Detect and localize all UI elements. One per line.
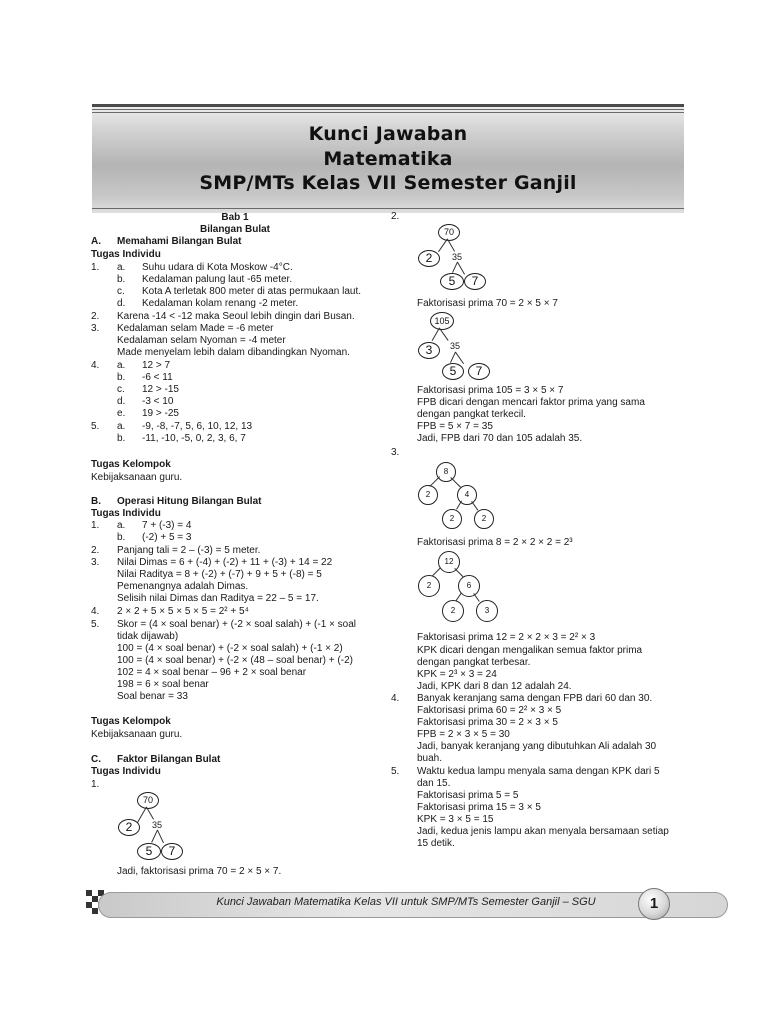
tree-node: 2 [474,509,494,529]
answer-line: Jadi, banyak keranjang yang dibutuhkan Ali adalah 30 [417,741,657,752]
item-number: 4. [91,606,100,617]
answer-line: (-2) + 5 = 3 [142,532,192,543]
answer-line: Kedalaman selam Made = -6 meter [117,323,274,334]
tree-node: 7 [161,843,183,860]
answer-line: FPB = 5 × 7 = 35 [417,421,493,432]
section-c-title: Faktor Bilangan Bulat [117,754,221,765]
item-number: 1. [91,779,100,790]
item-number: 4. [391,693,400,704]
item-number: 2. [91,311,100,322]
answer-line: Faktorisasi prima 60 = 2² × 3 × 5 [417,705,562,716]
tree-node: 8 [436,462,456,482]
answer-line: Jadi, FPB dari 70 dan 105 adalah 35. [417,433,583,444]
tree-node: 5 [440,273,464,290]
tree-node: 2 [442,600,464,622]
section-c-letter: C. [91,754,101,765]
section-b-title: Operasi Hitung Bilangan Bulat [117,496,262,507]
tree-node: 12 [438,551,460,573]
tree-node: 105 [430,312,454,330]
answer-line: Kota A terletak 800 meter di atas permukaan laut. [142,286,362,297]
page-footer [86,884,678,924]
sub-letter: b. [117,532,126,543]
item-number: 3. [391,447,400,458]
subheading: Tugas Individu [91,249,161,260]
answer-line: 19 > -25 [142,408,179,419]
answer-line: Waktu kedua lampu menyala sama dengan KPK dari 5 [417,766,660,777]
sub-letter: c. [117,286,125,297]
sub-letter: a. [117,421,126,432]
tree-node: 7 [468,363,490,380]
footer-text: Kunci Jawaban Matematika Kelas VII untuk SMP/MTs Semester Ganjil – SGU [216,896,596,908]
tree-node: 5 [442,363,464,380]
sub-letter: a. [117,520,126,531]
answer-line: Kedalaman kolam renang -2 meter. [142,298,299,309]
factor-tree-70 [110,790,190,862]
answer-line: KPK = 3 × 5 = 15 [417,814,494,825]
answer-line: Karena -14 < -12 maka Seoul lebih dingin dari Busan. [117,311,355,322]
chapter-title: Bilangan Bulat [199,224,270,235]
answer-line: 100 = (4 × soal benar) + (-2 × (48 – soal benar) + (-2) [117,655,353,666]
chapter-label: Bab 1 [221,212,249,223]
answer-line: 2 × 2 + 5 × 5 × 5 × 5 = 2² + 5⁴ [117,606,249,617]
answer-line: 12 > 7 [142,360,171,371]
factor-tree-105 [412,310,502,382]
answer-line: Suhu udara di Kota Moskow -4°C. [142,262,293,273]
sub-letter: b. [117,274,126,285]
answer-line: FPB dicari dengan mencari faktor prima yang sama [417,397,645,408]
tree-node: 5 [137,843,161,860]
answer-line: -11, -10, -5, 0, 2, 3, 6, 7 [142,433,246,444]
factor-tree-12 [412,548,502,624]
item-number: 1. [91,520,100,531]
answer-line: Panjang tali = 2 – (-3) = 5 meter. [117,545,261,556]
tree-node: 6 [458,575,480,597]
tree-node: 3 [418,342,440,359]
answer-line: Faktorisasi prima 15 = 3 × 5 [417,802,541,813]
tree-node: 70 [137,792,159,809]
answer-line: KPK = 2³ × 3 = 24 [417,669,497,680]
item-number: 2. [91,545,100,556]
answer-line: 12 > -15 [142,384,179,395]
answer-line: 7 + (-3) = 4 [142,520,192,531]
subheading: Tugas Kelompok [91,716,171,727]
doc-title-line3: SMP/MTs Kelas VII Semester Ganjil [199,172,577,194]
sub-letter: a. [117,262,126,273]
page-number: 1 [638,888,670,920]
answer-line: Banyak keranjang sama dengan FPB dari 60 dan 30. [417,693,653,704]
tree-node: 2 [418,485,438,505]
answer-line: Faktorisasi prima 12 = 2 × 2 × 3 = 2² × 3 [417,632,596,643]
answer-line: Nilai Dimas = 6 + (-4) + (-2) + 11 + (-3) + 14 = 22 [117,557,333,568]
tree-node: 2 [442,509,462,529]
answer-line: -6 < 11 [142,372,173,383]
answer-line: Jadi, kedua jenis lampu akan menyala bersamaan setiap [417,826,669,837]
subheading: Tugas Individu [91,508,161,519]
factor-tree-8 [412,458,502,530]
sub-letter: b. [117,433,126,444]
tree-node: 2 [118,819,140,836]
sub-letter: b. [117,372,126,383]
answer-line: Skor = (4 × soal benar) + (-2 × soal salah) + (-1 × soal [117,619,357,630]
subheading: Tugas Individu [91,766,161,777]
answer-line: dengan pangkat terbesar. [417,657,531,668]
answer-line: dengan pangkat terkecil. [417,409,526,420]
item-number: 5. [391,766,400,777]
item-number: 3. [91,323,100,334]
answer-line: Nilai Raditya = 8 + (-2) + (-7) + 9 + 5 + (-8) = 5 [117,569,322,580]
sub-letter: d. [117,298,126,309]
section-a-title: Memahami Bilangan Bulat [117,236,242,247]
tree-node: 35 [450,341,461,351]
tree-node: 7 [464,273,486,290]
tree-node: 4 [457,485,477,505]
subheading: Tugas Kelompok [91,459,171,470]
answer-line: Selisih nilai Dimas dan Raditya = 22 – 5 = 17. [117,593,319,604]
tree-node: 2 [418,575,440,597]
answer-line: Faktorisasi prima 30 = 2 × 3 × 5 [417,717,558,728]
doc-title-line1: Kunci Jawaban [308,123,468,145]
answer-line: Soal benar = 33 [117,691,188,702]
sub-letter: a. [117,360,126,371]
item-number: 1. [91,262,100,273]
answer-line: Made menyelam lebih dalam dibandingkan Nyoman. [117,347,350,358]
answer-line: Kebijaksanaan guru. [91,729,183,740]
answer-line: tidak dijawab) [117,631,179,642]
answer-line: Faktorisasi prima 8 = 2 × 2 × 2 = 2³ [417,537,573,548]
tree-node: 70 [438,224,460,241]
answer-line: 102 = 4 × soal benar – 96 + 2 × soal benar [117,667,307,678]
answer-line: 100 = (4 × soal benar) + (-2 × soal salah) + (-1 × 2) [117,643,343,654]
answer-line: Kedalaman palung laut -65 meter. [142,274,293,285]
answer-line: dan 15. [417,778,451,789]
tree-node: 35 [452,252,463,262]
answer-line: Jadi, KPK dari 8 dan 12 adalah 24. [417,681,572,692]
doc-title-line2: Matematika [323,148,453,170]
answer-line: Pemenangnya adalah Dimas. [117,581,249,592]
answer-line: Faktorisasi prima 105 = 3 × 5 × 7 [417,385,564,396]
item-number: 5. [91,421,100,432]
section-b-letter: B. [91,496,101,507]
item-number: 4. [91,360,100,371]
tree-node: 2 [418,250,440,267]
sub-letter: c. [117,384,125,395]
answer-line: Kebijaksanaan guru. [91,472,183,483]
answer-line: Faktorisasi prima 70 = 2 × 5 × 7 [417,298,558,309]
item-number: 2. [391,211,400,222]
answer-line: -9, -8, -7, 5, 6, 10, 12, 13 [142,421,253,432]
sub-letter: d. [117,396,126,407]
tree-node: 3 [476,600,498,622]
answer-line: Faktorisasi prima 5 = 5 [417,790,519,801]
answer-line: FPB = 2 × 3 × 5 = 30 [417,729,510,740]
answer-line: KPK dicari dengan mengalikan semua faktor prima [417,645,643,656]
factor-tree-70 [412,222,502,292]
item-number: 3. [91,557,100,568]
answer-line: -3 < 10 [142,396,174,407]
section-a-letter: A. [91,236,101,247]
answer-line: buah. [417,753,443,764]
header-banner [92,104,684,213]
answer-line: Jadi, faktorisasi prima 70 = 2 × 5 × 7. [117,866,282,877]
answer-line: 15 detik. [417,838,455,849]
answer-line: 198 = 6 × soal benar [117,679,209,690]
answer-line: Kedalaman selam Nyoman = -4 meter [117,335,286,346]
item-number: 5. [91,619,100,630]
tree-node: 35 [152,820,163,830]
sub-letter: e. [117,408,126,419]
